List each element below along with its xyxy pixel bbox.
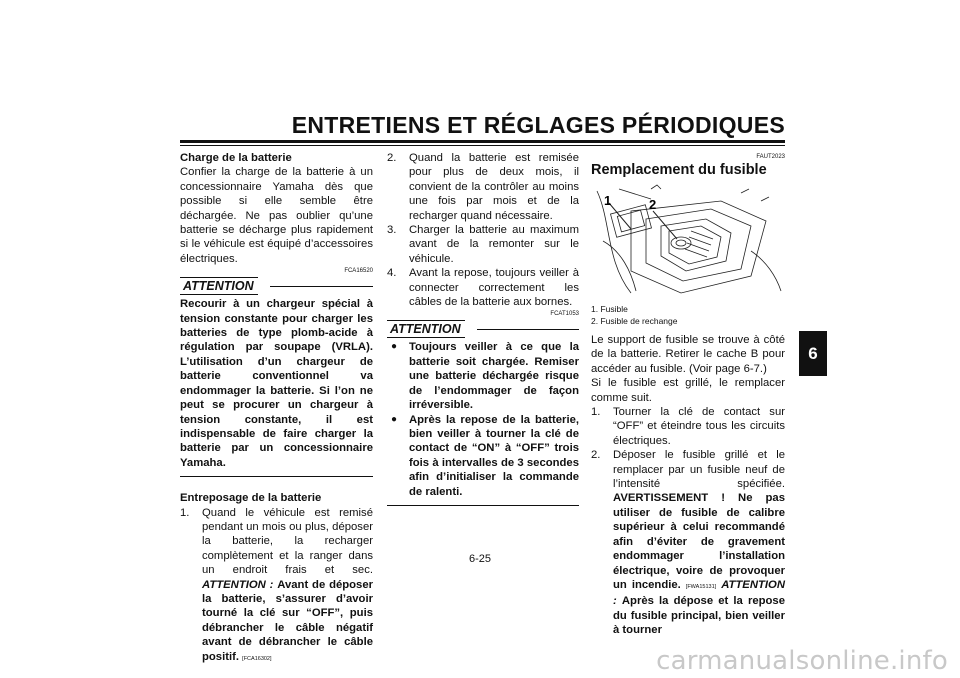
attention-rule xyxy=(270,286,373,287)
storage-heading: Entreposage de la batterie xyxy=(180,492,322,505)
list-item xyxy=(387,151,579,223)
page-header-title: ENTRETIENS ET RÉGLAGES PÉRIODIQUES xyxy=(291,112,785,138)
attention-header xyxy=(387,320,579,338)
list-item-number: 1. xyxy=(591,406,601,419)
attention-end-rule xyxy=(387,505,579,506)
charge-heading: Charge de la batterie xyxy=(180,152,292,164)
figure-caption: 2. Fusible de rechange xyxy=(591,316,678,326)
inline-warning-text: AVERTISSEMENT ! Ne pas utiliser de fusible de calibre supérieur à celui recommandé afin d’éviter de gravement endommager l’installation électrique, voire de provoquer un incendie. xyxy=(613,492,785,591)
attention-code: FCA16520 xyxy=(344,268,373,275)
inline-attention-code: [FCA16302] xyxy=(242,655,272,662)
header-rule-thin xyxy=(180,145,785,146)
list-item xyxy=(591,405,785,448)
bullet-text: Après la repose de la batterie, bien veiller à tourner la clé de contact de “ON” à “OFF” trois fois à intervalles de 3 secondes afin d’initialiser la commande de ralenti. xyxy=(409,413,579,498)
bullet-item xyxy=(387,413,579,499)
inline-attention-label: ATTENTION : xyxy=(202,578,274,591)
list-item xyxy=(591,448,785,637)
list-item-number: 3. xyxy=(387,224,397,237)
storage-list xyxy=(180,506,373,666)
list-item xyxy=(387,223,579,266)
chapter-tab xyxy=(799,331,827,376)
inline-attention-text: Avant de déposer la batterie, s’assurer d’avoir tourné la clé sur “OFF”, puis débrancher le câble négatif avant de débrancher le câble positif. xyxy=(202,578,374,663)
list-item-number: 4. xyxy=(387,267,397,280)
header-rule-thick xyxy=(180,140,785,143)
charge-paragraph: Confier la charge de la batterie à un concessionnaire Yamaha dès que possible si elle semble être déchargée. Ne pas oublier qu’une batterie se décharge plus rapidement si le véhicule est équipé d’accessoires électriques. xyxy=(180,166,373,265)
attention-end-rule xyxy=(180,476,373,477)
fuse-steps xyxy=(591,405,785,638)
bullet-text: Toujours veiller à ce que la batterie soit chargée. Remiser une batterie déchargée risque de l’endommager de façon irréversible. xyxy=(409,341,579,412)
section-code: FAUT2023 xyxy=(756,154,785,160)
attention-header xyxy=(180,277,373,295)
list-item-text: Charger la batterie au maximum avant de la remonter sur le véhicule. xyxy=(409,224,579,265)
fuse-intro-2: Si le fusible est grillé, le remplacer comme suit. xyxy=(591,377,785,404)
fuse-intro: Le support de fusible se trouve à côté de la batterie. Retirer le cache B pour accéder au fusible. (Voir page 6-7.) xyxy=(591,334,785,375)
inline-attention-text: Après la dépose et la repose du fusible principal, bien veiller à tourner xyxy=(613,595,785,637)
attention-badge: ATTENTION xyxy=(180,277,258,295)
list-item-number: 2. xyxy=(591,449,601,462)
list-item-text: Quand la batterie est remisée pour plus de deux mois, il convient de la contrôler au moins une fois par mois et de la recharger quand nécessaire. xyxy=(409,152,579,222)
fuse-illustration xyxy=(591,181,785,301)
callout-1: 1 xyxy=(604,193,612,208)
list-item-text: Avant la repose, toujours veiller à connecter correctement les câbles de la batterie aux bornes. xyxy=(409,267,579,309)
inline-warning-code: [FWA15131] xyxy=(685,583,717,590)
inline-attention-label: ATTENTION : xyxy=(613,578,785,608)
section-title: Remplacement du fusible xyxy=(591,162,767,178)
attention-badge: ATTENTION xyxy=(387,320,465,338)
attention-code: FCAT1053 xyxy=(550,311,579,318)
bullet-icon: ● xyxy=(391,413,398,425)
figure-caption: 1. Fusible xyxy=(591,304,628,314)
chapter-tab-number: 6 xyxy=(808,343,818,363)
page-number: 6-25 xyxy=(468,553,492,565)
list-item xyxy=(387,266,579,309)
column-1 xyxy=(180,151,373,666)
list-item-text: Tourner la clé de contact sur “OFF” et éteindre tous les circuits électriques. xyxy=(613,406,785,447)
list-item-text: Quand le véhicule est remisé pendant un mois ou plus, déposer la batterie, la recharger complètement et la ranger dans un endroit frais et sec. xyxy=(202,506,373,577)
list-item-number: 1. xyxy=(180,506,190,519)
bullet-icon: ● xyxy=(391,341,398,353)
fuse-figure xyxy=(591,181,785,301)
attention-bullets xyxy=(387,340,579,498)
list-item-number: 2. xyxy=(387,152,397,164)
figure-captions xyxy=(591,303,785,327)
bullet-item xyxy=(387,340,579,412)
list-item-text: Déposer le fusible grillé et le remplacer par un fusible neuf de l’intensité spécifiée. xyxy=(613,449,785,491)
callout-2: 2 xyxy=(649,197,657,212)
storage-list-continued xyxy=(387,151,579,309)
list-item xyxy=(180,506,373,666)
attention-rule xyxy=(477,329,579,330)
watermark: carmanualsonline.info xyxy=(656,646,948,676)
attention-text: Recourir à un chargeur spécial à tension constante pour charger les batteries de type plomb-acide à régulation par soupape (VRLA). L’utilisation d’un chargeur de batterie conventionnel va endommager la batterie. Si l’on ne peut se procurer un chargeur à tension constante, il est indispensable de faire charger la batterie par un concessionnaire Yamaha. xyxy=(180,298,373,469)
column-2 xyxy=(387,151,579,506)
